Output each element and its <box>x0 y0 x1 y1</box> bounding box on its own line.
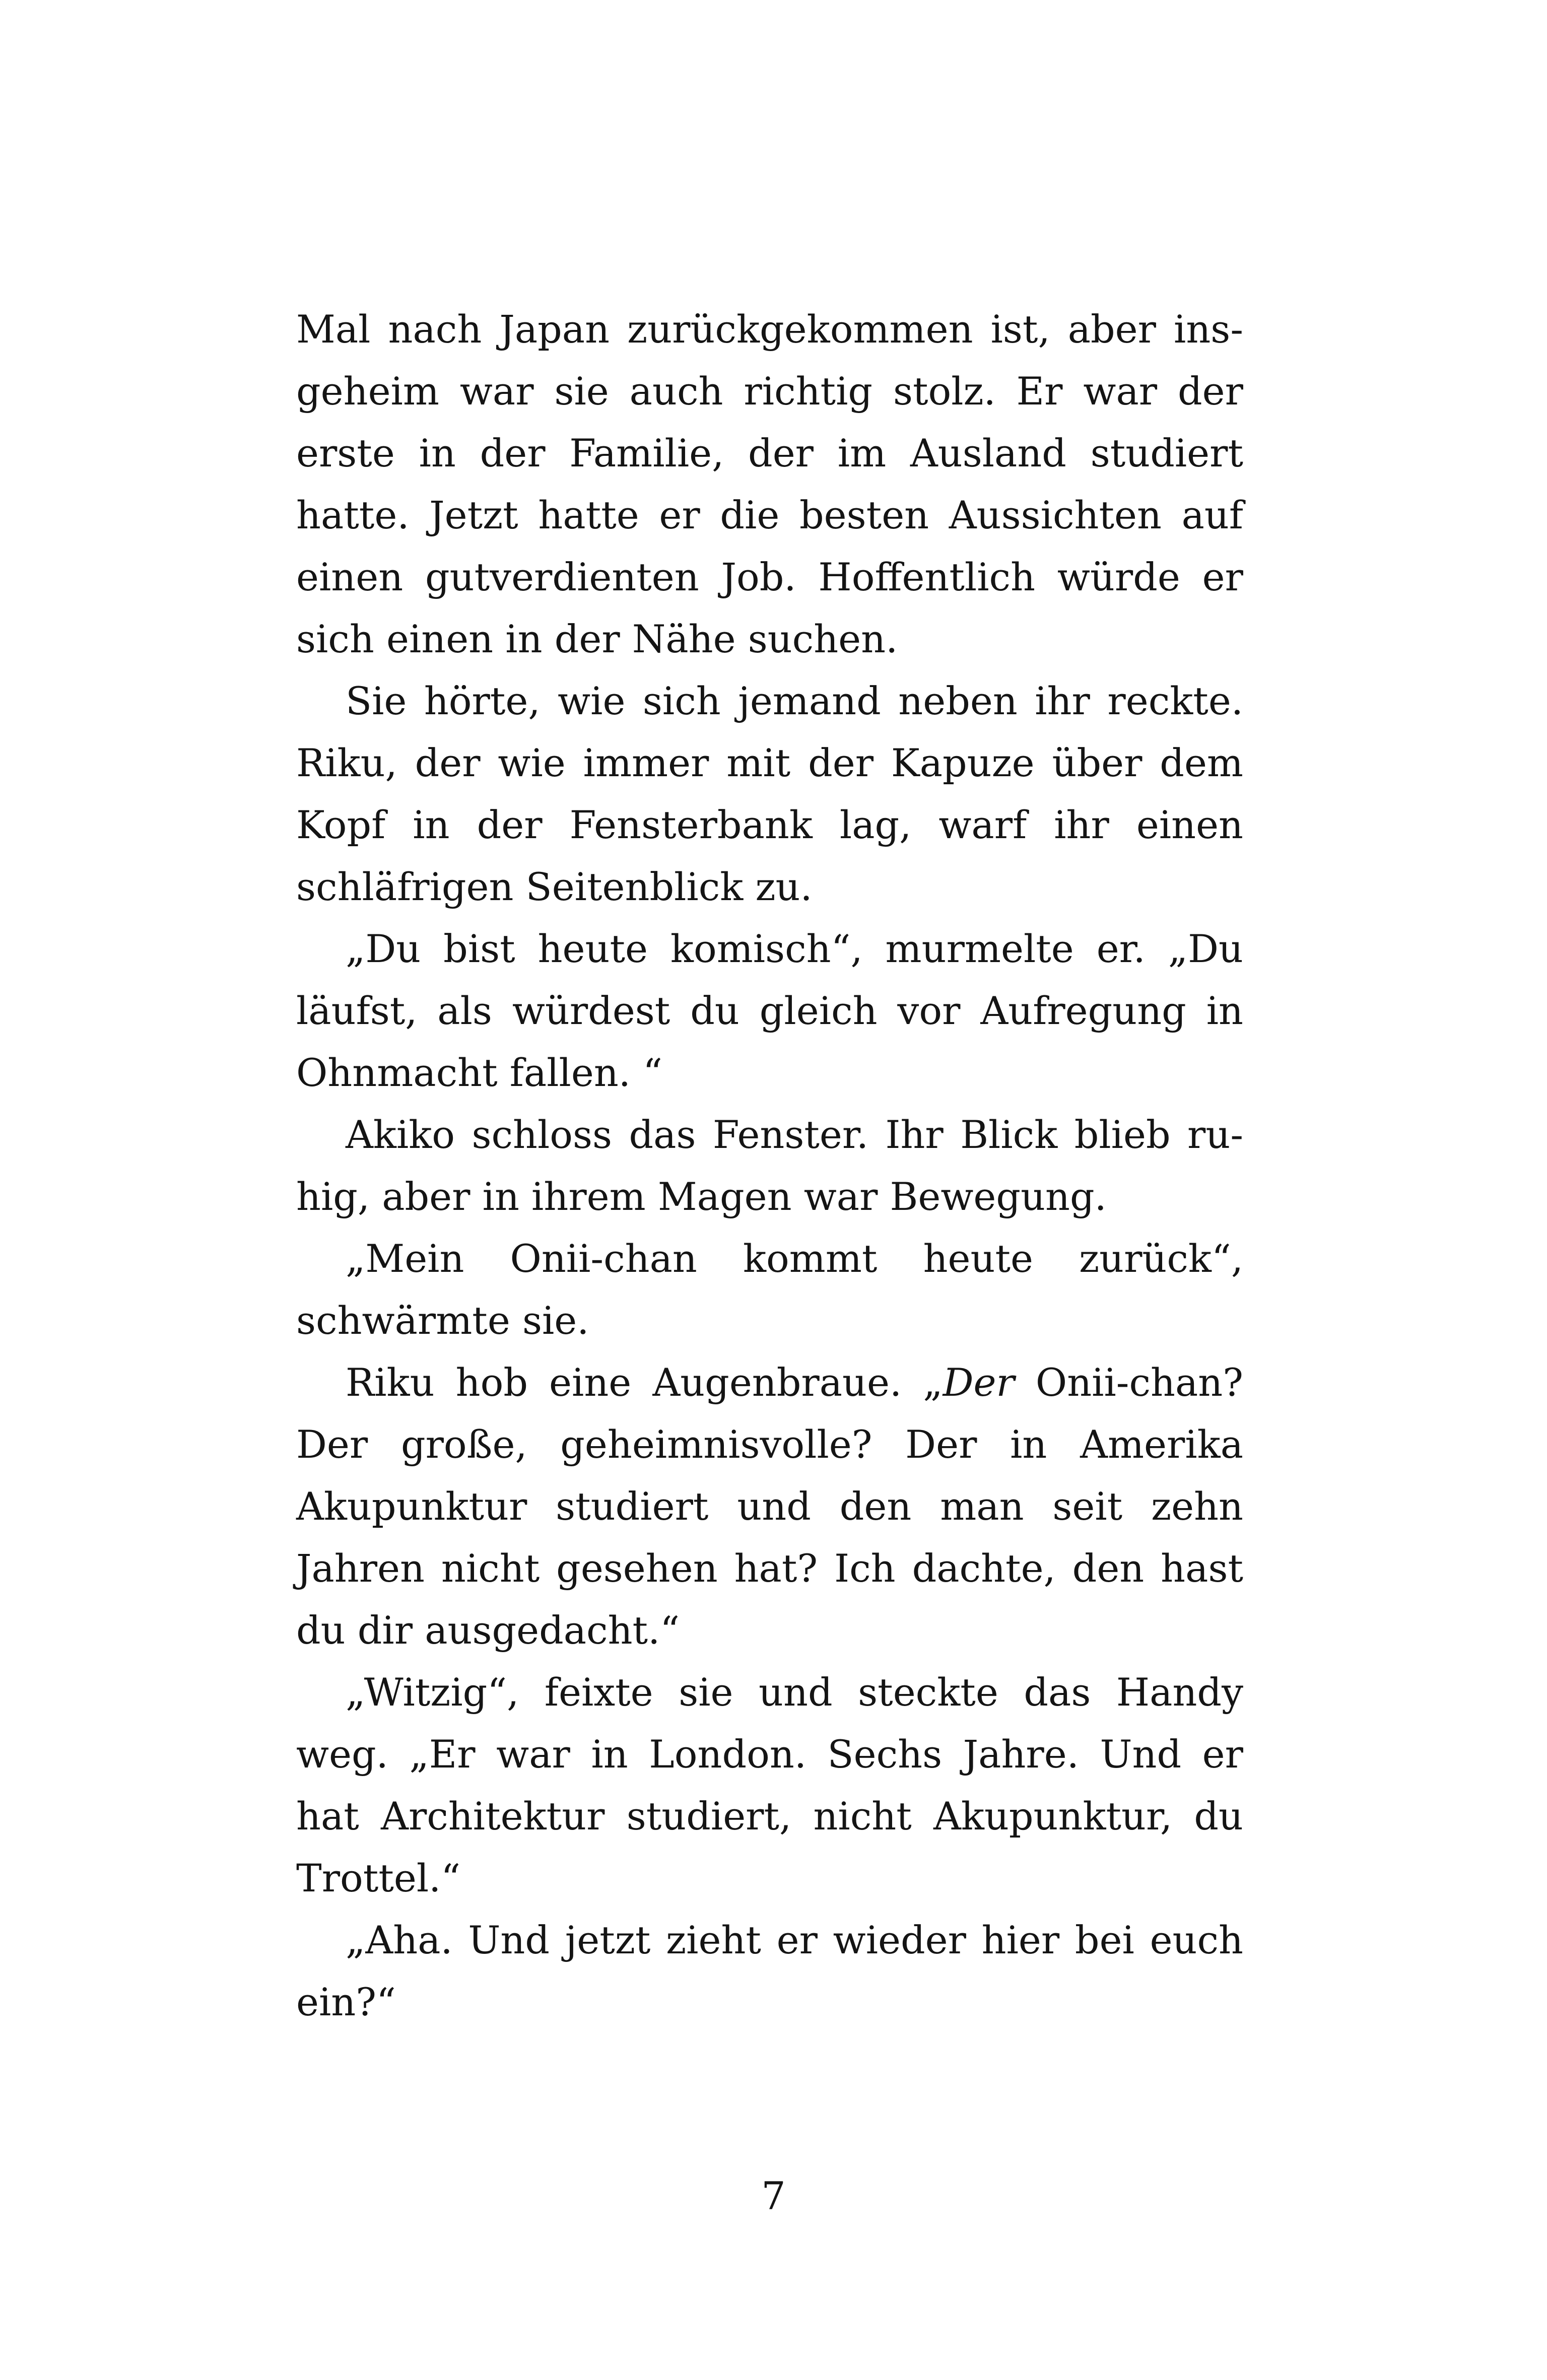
body-text <box>296 298 1243 2033</box>
paragraph: Akiko schloss das Fenster. Ihr Blick blieb ruhig, aber in ihrem Magen war Bewegung. <box>296 1112 1243 1219</box>
paragraph: „Du bist heute komisch“, murmelte er. „Du läufst, als würdest du gleich vor Aufregung in Ohnmacht fallen. “ <box>296 926 1243 1095</box>
paragraph: Mal nach Japan zurückgekommen ist, aber insgeheim war sie auch richtig stolz. Er war der erste in der Familie, der im Ausland studiert hatte. Jetzt hatte er die besten Aussichten auf einen gutverdienten Job. Hoffentlich würde er sich einen in der Nähe suchen. <box>296 307 1243 661</box>
paragraph-text: Onii-chan? Der große, geheimnisvolle? Der in Amerika Akupunktur studiert und den man seit zehn Jahren nicht gesehen hat? Ich dachte, den hast du dir ausgedacht.“ <box>296 1360 1243 1653</box>
paragraph: „Aha. Und jetzt zieht er wieder hier bei euch ein?“ <box>296 1918 1243 2024</box>
paragraph <box>296 1351 1243 1661</box>
paragraph: „Witzig“, feixte sie und steckte das Handy weg. „Er war in London. Sechs Jahre. Und er hat Architektur studiert, nicht Akupunktur, du Trottel.“ <box>296 1670 1243 1900</box>
emphasized-word: Der <box>943 1360 1015 1405</box>
paragraph: „Mein Onii-chan kommt heute zurück“, schwärmte sie. <box>296 1236 1243 1343</box>
page-number: 7 <box>761 2173 786 2218</box>
paragraph-text: Riku hob eine Augenbraue. „ <box>346 1360 943 1405</box>
paragraph: Sie hörte, wie sich jemand neben ihr reckte. Riku, der wie immer mit der Kapuze über dem Kopf in der Fensterbank lag, warf ihr einen schläfrigen Seitenblick zu. <box>296 678 1243 909</box>
